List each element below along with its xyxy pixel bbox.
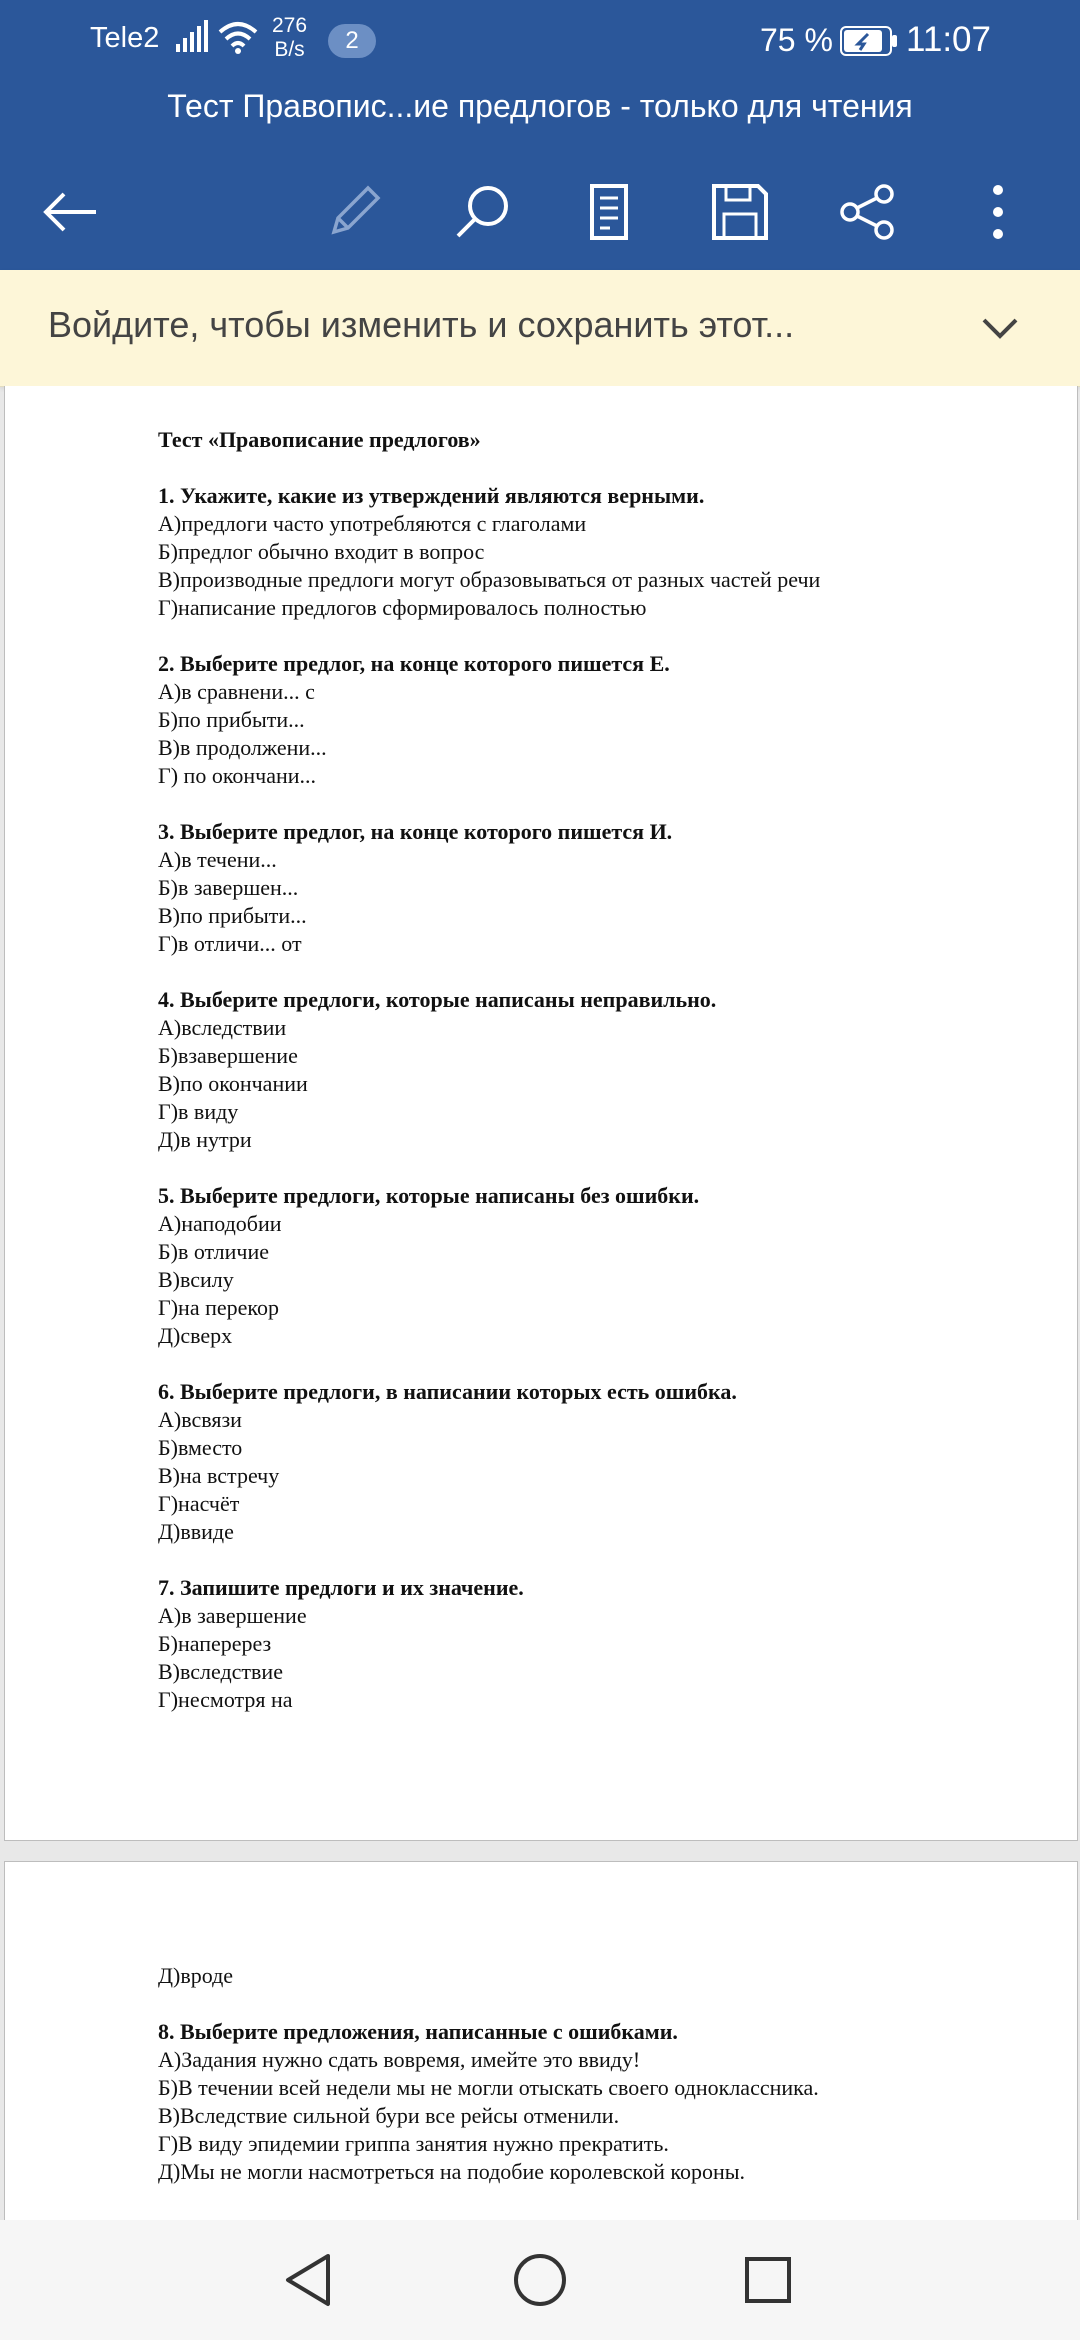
answer-option: Д)сверх	[158, 1323, 233, 1348]
answer-option: А)в сравнени... с	[158, 679, 315, 704]
answer-option: А)в завершение	[158, 1603, 307, 1628]
answer-option: Б)по прибыти...	[158, 707, 305, 732]
reading-view-icon[interactable]	[572, 174, 648, 250]
answer-option: В)вследствие	[158, 1659, 283, 1684]
answer-option: В)по прибыти...	[158, 903, 307, 928]
answer-option: Б)взавершение	[158, 1043, 298, 1068]
answer-option: А)Задания нужно сдать вовремя, имейте это ввиду!	[158, 2047, 641, 2072]
edit-pencil-icon[interactable]	[316, 174, 392, 250]
answer-option: Д)в нутри	[158, 1127, 252, 1152]
question-heading: 8. Выберите предложения, написанные с ошибками.	[158, 2019, 678, 2044]
question-heading: 4. Выберите предлоги, которые написаны неправильно.	[158, 987, 717, 1012]
clock: 11:07	[906, 20, 991, 59]
answer-option: А)вследствии	[158, 1015, 287, 1040]
answer-option: Г)в отличи... от	[158, 931, 302, 956]
status-bar	[0, 0, 1080, 82]
more-icon[interactable]	[960, 174, 1036, 250]
question-heading: 3. Выберите предлог, на конце которого пишется И.	[158, 819, 673, 844]
chevron-down-icon[interactable]	[972, 304, 1028, 352]
answer-option: Г)на перекор	[158, 1295, 279, 1320]
answer-option: А)предлоги часто употребляются с глаголами	[158, 511, 587, 536]
question-heading: 2. Выберите предлог, на конце которого пишется Е.	[158, 651, 670, 676]
answer-option: Д)вроде	[158, 1963, 234, 1988]
battery-percent: 75 %	[760, 22, 833, 58]
back-arrow-icon[interactable]	[32, 174, 108, 250]
app-header	[0, 82, 1080, 270]
answer-option: Б)в завершен...	[158, 875, 299, 900]
answer-option: Г)написание предлогов сформировалось полностью	[158, 595, 647, 620]
answer-option: А)наподобии	[158, 1211, 282, 1236]
notification-badge: 2	[328, 24, 376, 58]
back-triangle-icon[interactable]	[276, 2248, 340, 2312]
answer-option: Д)Мы не могли насмотреться на подобие королевской короны.	[158, 2159, 746, 2184]
answer-option: А)всвязи	[158, 1407, 242, 1432]
answer-option: Г)насчёт	[158, 1491, 240, 1516]
battery-icon	[840, 26, 898, 56]
search-icon[interactable]	[444, 174, 520, 250]
answer-option: В)в продолжени...	[158, 735, 327, 760]
recents-square-icon[interactable]	[736, 2248, 800, 2312]
answer-option: В)на встречу	[158, 1463, 280, 1488]
document-heading: Тест «Правописание предлогов»	[158, 427, 481, 452]
answer-option: В)по окончании	[158, 1071, 308, 1096]
network-speed-value: 276	[272, 14, 308, 37]
signal-icon	[176, 20, 210, 52]
answer-option: Б)вместо	[158, 1435, 243, 1460]
save-icon[interactable]	[702, 174, 778, 250]
document-page-1	[4, 386, 1078, 1841]
wifi-icon	[218, 20, 258, 54]
question-heading: 1. Укажите, какие из утверждений являются верными.	[158, 483, 705, 508]
answer-option: Б)В течении всей недели мы не могли отыскать своего одноклассника.	[158, 2075, 819, 2100]
answer-option: А)в течени...	[158, 847, 277, 872]
answer-option: Б)предлог обычно входит в вопрос	[158, 539, 485, 564]
question-heading: 7. Запишите предлоги и их значение.	[158, 1575, 524, 1600]
home-circle-icon[interactable]	[508, 2248, 572, 2312]
document-title: Тест Правопис...ие предлогов - только для чтения	[167, 88, 913, 124]
carrier-label: Tele2	[90, 22, 160, 54]
document-body	[158, 1962, 1037, 2186]
answer-option: В)всилу	[158, 1267, 234, 1292]
network-speed	[272, 14, 307, 62]
answer-option: Б)наперерез	[158, 1631, 272, 1656]
answer-option: Г) по окончани...	[158, 763, 317, 788]
answer-option: Г)в виду	[158, 1099, 239, 1124]
sign-in-banner-text: Войдите, чтобы изменить и сохранить этот...	[48, 304, 795, 345]
answer-option: Д)ввиде	[158, 1519, 234, 1544]
network-speed-unit: B/s	[274, 38, 305, 61]
answer-option: Б)в отличие	[158, 1239, 269, 1264]
question-heading: 6. Выберите предлоги, в написании которых есть ошибка.	[158, 1379, 737, 1404]
answer-option: Г)В виду эпидемии гриппа занятия нужно прекратить.	[158, 2131, 669, 2156]
question-heading: 5. Выберите предлоги, которые написаны без ошибки.	[158, 1183, 700, 1208]
system-nav-bar	[0, 2220, 1080, 2340]
sign-in-banner[interactable]	[0, 270, 1080, 387]
answer-option: В)Вследствие сильной бури все рейсы отменили.	[158, 2103, 620, 2128]
document-body	[158, 426, 1037, 1714]
share-icon[interactable]	[830, 174, 906, 250]
answer-option: Г)несмотря на	[158, 1687, 293, 1712]
answer-option: В)производные предлоги могут образовываться от разных частей речи	[158, 567, 821, 592]
